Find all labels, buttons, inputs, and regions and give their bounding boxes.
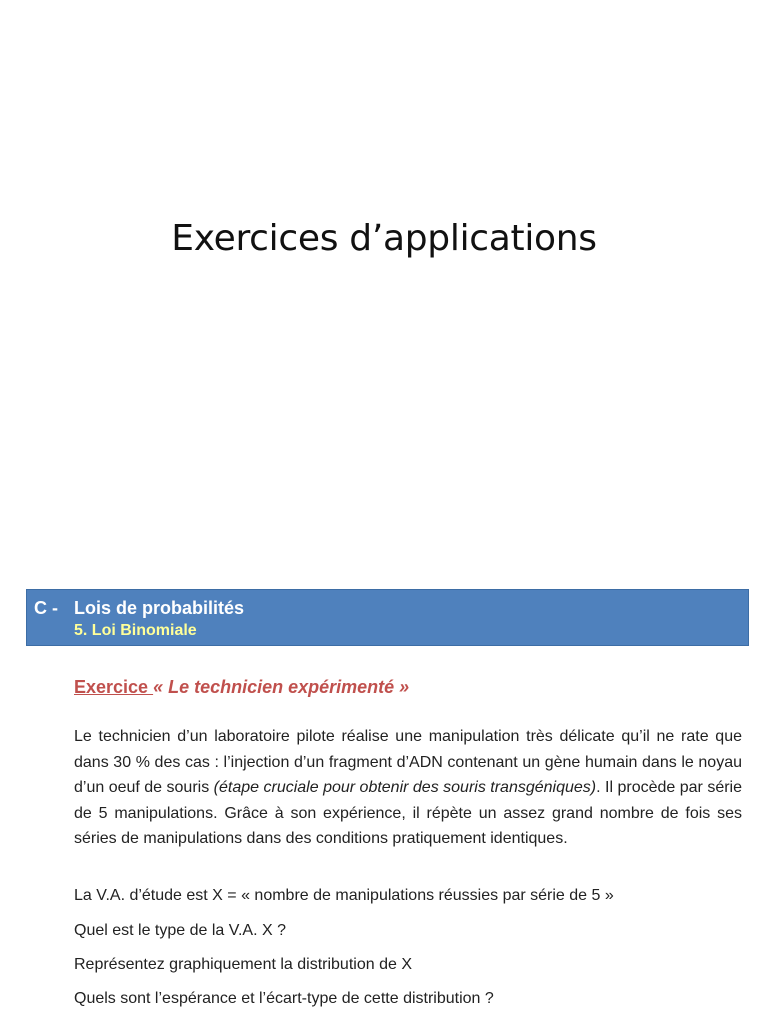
question-3: Représentez graphiquement la distribution de X xyxy=(74,956,412,973)
question-1: La V.A. d’étude est X = « nombre de manipulations réussies par série de 5 » xyxy=(74,887,614,904)
section-subtitle: 5. Loi Binomiale xyxy=(74,622,197,639)
exercise-text-end: . Il procède par série de 5 manipulations. Grâce à son expérience, il répète un assez grand nombre de fois ses séries de manipulations dans des conditions pratiquement identiques. xyxy=(74,779,743,847)
section-title: Lois de probabilités xyxy=(74,598,245,618)
page-title: Exercices d’applications xyxy=(171,218,597,259)
section-banner xyxy=(26,589,749,646)
exercise-text-italic: (étape cruciale pour obtenir des souris transgéniques) xyxy=(213,779,597,796)
exercise-text-intro: Le technicien d’un laboratoire pilote réalise une manipulation très délicate qu’il ne rate que dans 30 % des cas : l’injection d’un fragment d’ADN contenant un gène humain dans le noyau d’un oeuf de souris xyxy=(74,728,742,796)
question-4: Quels sont l’espérance et l’écart-type de cette distribution ? xyxy=(74,990,494,1007)
exercise-name: « Le technicien expérimenté » xyxy=(153,677,410,697)
exercise-label: Exercice xyxy=(74,677,154,697)
section-prefix: C - xyxy=(34,598,58,618)
exercise-paragraph xyxy=(74,724,742,852)
question-2: Quel est le type de la V.A. X ? xyxy=(74,922,286,939)
exercise-heading xyxy=(74,677,409,698)
